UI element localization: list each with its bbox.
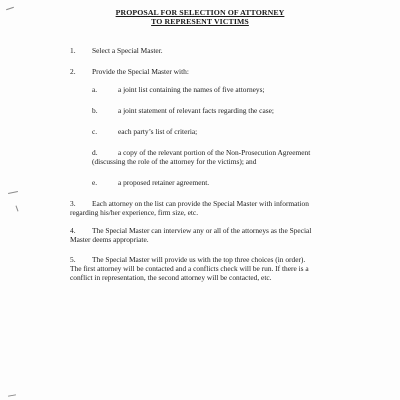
paragraph-3 bbox=[70, 199, 370, 217]
subitem-e-text: a proposed retainer agreement. bbox=[118, 178, 210, 187]
paragraph-4-line-1: The Special Master can interview any or all of the attorneys as the Special bbox=[92, 226, 312, 235]
subitem-c-letter: c. bbox=[92, 127, 98, 136]
paragraph-3-line-1: Each attorney on the list can provide the Special Master with information bbox=[92, 199, 309, 208]
subitem-d-letter: d. bbox=[92, 148, 98, 157]
subitem-a-text: a joint list containing the names of five attorneys; bbox=[118, 85, 265, 94]
paragraph-5-line-3: conflict in representation, the second attorney will be contacted, etc. bbox=[70, 273, 272, 282]
paragraph-5-line-2: The first attorney will be contacted and a conflicts check will be run. If there is a bbox=[70, 264, 309, 273]
subitem-a-letter: a. bbox=[92, 85, 98, 94]
item-2-text: Provide the Special Master with: bbox=[92, 67, 189, 76]
subitem-b-text: a joint statement of relevant facts regarding the case; bbox=[118, 106, 274, 115]
paragraph-4-line-2: Master deems appropriate. bbox=[70, 235, 149, 244]
title-line-2: TO REPRESENT VICTIMS bbox=[151, 17, 249, 26]
item-1-text: Select a Special Master. bbox=[92, 46, 163, 55]
item-2-number: 2. bbox=[70, 67, 76, 76]
item-1-number: 1. bbox=[70, 46, 76, 55]
paragraph-5 bbox=[70, 255, 370, 282]
title-line-1: PROPOSAL FOR SELECTION OF ATTORNEY bbox=[115, 8, 285, 17]
paragraph-3-number: 3. bbox=[70, 199, 76, 208]
paragraph-4-number: 4. bbox=[70, 226, 76, 235]
subitem-c-text: each party’s list of criteria; bbox=[118, 127, 198, 136]
scan-mark-left-bottom bbox=[8, 394, 16, 396]
subitem-d-line-1: a copy of the relevant portion of the Non-Prosecution Agreement bbox=[118, 148, 311, 157]
paragraph-3-line-2: regarding his/her experience, firm size, etc. bbox=[70, 208, 199, 217]
scan-mark-left-lower bbox=[16, 206, 19, 212]
paragraph-5-number: 5. bbox=[70, 255, 76, 264]
paragraph-4 bbox=[70, 226, 370, 244]
subitem-b-letter: b. bbox=[92, 106, 98, 115]
subitem-e-letter: e. bbox=[92, 178, 98, 187]
subitem-d-line-2: (discussing the role of the attorney for the victims); and bbox=[92, 157, 257, 166]
scan-mark-left-middle bbox=[8, 191, 18, 194]
paragraph-5-line-1: The Special Master will provide us with the top three choices (in order). bbox=[92, 255, 306, 264]
